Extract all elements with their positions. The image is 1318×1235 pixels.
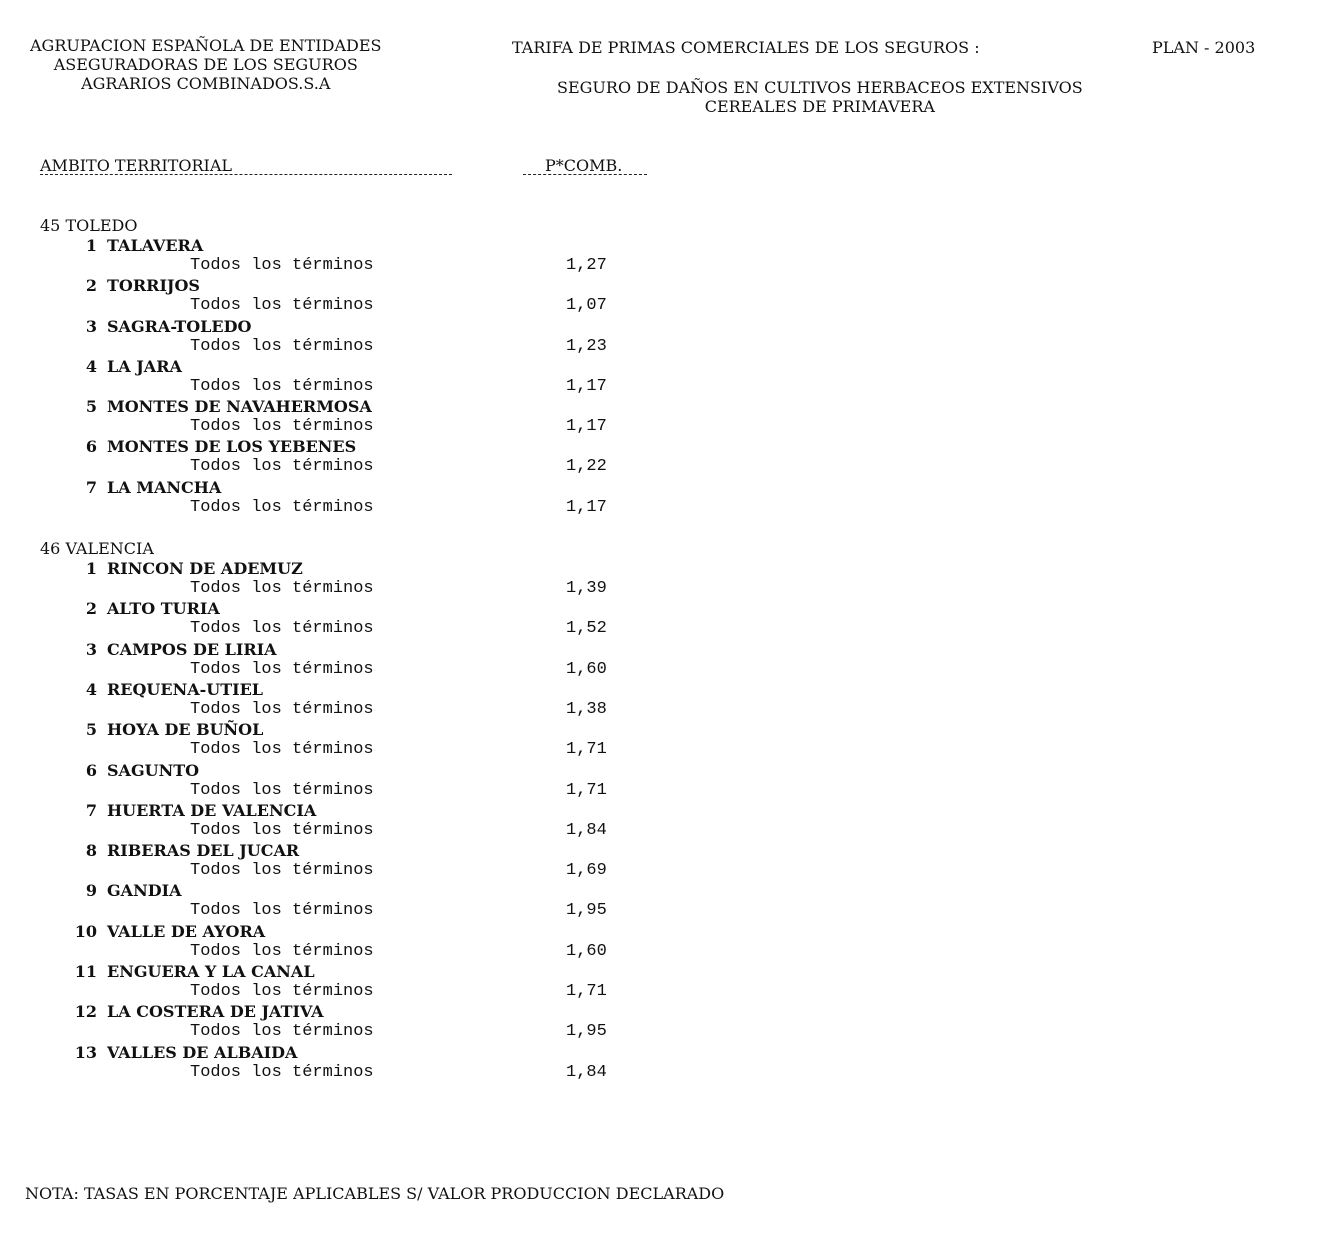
comarca-row xyxy=(40,317,680,337)
termino-label: Todos los términos xyxy=(190,780,374,800)
termino-row xyxy=(40,256,680,276)
premium-value: 1,84 xyxy=(566,1062,607,1082)
premium-value: 1,07 xyxy=(566,296,607,316)
termino-label: Todos los términos xyxy=(190,861,374,881)
comarca-row xyxy=(40,922,680,942)
termino-label: Todos los términos xyxy=(190,1062,374,1082)
comarca-name: LA JARA xyxy=(107,356,182,376)
comarca-number: 4 xyxy=(85,356,97,376)
comarca-name: MONTES DE NAVAHERMOSA xyxy=(107,397,372,417)
org-line-2: ASEGURADORAS DE LOS SEGUROS xyxy=(53,55,358,74)
province-gap xyxy=(40,518,680,539)
comarca-name: VALLES DE ALBAIDA xyxy=(107,1042,298,1062)
tarifa-title: TARIFA DE PRIMAS COMERCIALES DE LOS SEGUROS : xyxy=(512,38,980,57)
tariff-table xyxy=(40,216,680,1083)
province-label: 46 VALENCIA xyxy=(40,539,154,559)
comarca-row xyxy=(40,599,680,619)
comarca-name: ENGUERA Y LA CANAL xyxy=(107,962,315,982)
comarca-number: 4 xyxy=(85,679,97,699)
comarca-number: 3 xyxy=(85,639,97,659)
footnote: NOTA: TASAS EN PORCENTAJE APLICABLES S/ VALOR PRODUCCION DECLARADO xyxy=(25,1184,725,1203)
comarca-number: 8 xyxy=(85,841,97,861)
termino-label: Todos los términos xyxy=(190,699,374,719)
premium-value: 1,27 xyxy=(566,256,607,275)
termino-row xyxy=(40,377,680,397)
comarca-row xyxy=(40,1043,680,1063)
comarca-name: SAGRA-TOLEDO xyxy=(107,316,252,336)
comarca-number: 10 xyxy=(74,921,97,941)
termino-row xyxy=(40,1063,680,1083)
comarca-number: 2 xyxy=(85,599,97,619)
comarca-number: 2 xyxy=(85,276,97,296)
comarca-name: TALAVERA xyxy=(107,236,204,255)
termino-row xyxy=(40,821,680,841)
comarca-name: VALLE DE AYORA xyxy=(107,921,266,941)
comarca-name: RINCON DE ADEMUZ xyxy=(107,559,303,579)
comarca-number: 13 xyxy=(74,1042,97,1062)
termino-row xyxy=(40,579,680,599)
comarca-number: 9 xyxy=(85,881,97,901)
comarca-name: HOYA DE BUÑOL xyxy=(107,720,264,740)
comarca-number: 12 xyxy=(74,1002,97,1022)
premium-value: 1,17 xyxy=(566,376,607,396)
comarca-name: SAGUNTO xyxy=(107,760,200,780)
comarca-row xyxy=(40,1002,680,1022)
comarca-row xyxy=(40,559,680,579)
termino-label: Todos los términos xyxy=(190,820,374,840)
premium-value: 1,71 xyxy=(566,780,607,800)
comarca-number: 5 xyxy=(85,720,97,740)
comarca-name: RIBERAS DEL JUCAR xyxy=(107,841,300,861)
premium-value: 1,17 xyxy=(566,497,607,517)
province-label: 45 TOLEDO xyxy=(40,216,138,235)
seguro-subtitle xyxy=(557,78,1083,116)
comarca-row xyxy=(40,720,680,740)
comarca-name: REQUENA-UTIEL xyxy=(107,679,264,699)
termino-row xyxy=(40,700,680,720)
comarca-row xyxy=(40,357,680,377)
termino-row xyxy=(40,942,680,962)
comarca-name: LA COSTERA DE JATIVA xyxy=(107,1002,324,1022)
comarca-name: CAMPOS DE LIRIA xyxy=(107,639,277,659)
termino-row xyxy=(40,781,680,801)
seguro-line-1: SEGURO DE DAÑOS EN CULTIVOS HERBACEOS EXTENSIVOS xyxy=(557,78,1083,97)
termino-row xyxy=(40,498,680,518)
comarca-row xyxy=(40,881,680,901)
comarca-row xyxy=(40,397,680,417)
premium-value: 1,52 xyxy=(566,619,607,639)
comarca-number: 5 xyxy=(85,397,97,417)
premium-value: 1,95 xyxy=(566,1022,607,1042)
comarca-row xyxy=(40,437,680,457)
termino-row xyxy=(40,296,680,316)
comarca-number: 7 xyxy=(85,800,97,820)
comarca-row xyxy=(40,478,680,498)
org-line-1: AGRUPACION ESPAÑOLA DE ENTIDADES xyxy=(30,36,382,55)
premium-value: 1,95 xyxy=(566,901,607,921)
comarca-name: LA MANCHA xyxy=(107,477,222,497)
comarca-name: GANDIA xyxy=(107,881,182,901)
comarca-number: 11 xyxy=(74,962,97,982)
comarca-name: HUERTA DE VALENCIA xyxy=(107,800,317,820)
comarca-row xyxy=(40,801,680,821)
termino-label: Todos los términos xyxy=(190,659,374,679)
pcomb-underline xyxy=(523,174,647,175)
org-line-3: AGRARIOS COMBINADOS.S.A xyxy=(81,74,331,93)
comarca-number: 6 xyxy=(85,437,97,457)
premium-value: 1,71 xyxy=(566,982,607,1002)
comarca-number: 3 xyxy=(85,316,97,336)
termino-label: Todos los términos xyxy=(190,457,374,477)
termino-label: Todos los términos xyxy=(190,740,374,760)
organization-header xyxy=(30,36,381,93)
plan-label: PLAN - 2003 xyxy=(1152,38,1256,57)
pcomb-header: P*COMB. xyxy=(545,156,623,175)
termino-label: Todos los términos xyxy=(190,376,374,396)
termino-label: Todos los términos xyxy=(190,417,374,437)
comarca-number: 7 xyxy=(85,477,97,497)
premium-value: 1,69 xyxy=(566,861,607,881)
column-headers xyxy=(40,156,680,196)
termino-row xyxy=(40,619,680,639)
termino-label: Todos los términos xyxy=(190,901,374,921)
premium-value: 1,39 xyxy=(566,579,607,599)
termino-label: Todos los términos xyxy=(190,619,374,639)
termino-row xyxy=(40,740,680,760)
comarca-name: MONTES DE LOS YEBENES xyxy=(107,437,357,457)
comarca-name: TORRIJOS xyxy=(107,276,200,296)
termino-row xyxy=(40,861,680,881)
premium-value: 1,71 xyxy=(566,740,607,760)
termino-row xyxy=(40,660,680,680)
termino-label: Todos los términos xyxy=(190,579,374,599)
premium-value: 1,23 xyxy=(566,336,607,356)
comarca-row xyxy=(40,276,680,296)
comarca-number: 1 xyxy=(85,559,97,579)
ambito-underline xyxy=(40,174,452,175)
comarca-number: 6 xyxy=(85,760,97,780)
premium-value: 1,17 xyxy=(566,417,607,437)
termino-label: Todos los términos xyxy=(190,256,374,275)
premium-value: 1,84 xyxy=(566,820,607,840)
premium-value: 1,60 xyxy=(566,659,607,679)
termino-row xyxy=(40,457,680,477)
termino-row xyxy=(40,1022,680,1042)
seguro-line-2: CEREALES DE PRIMAVERA xyxy=(704,97,935,116)
termino-label: Todos los términos xyxy=(190,336,374,356)
premium-value: 1,60 xyxy=(566,941,607,961)
comarca-number: 1 xyxy=(85,236,97,255)
termino-label: Todos los términos xyxy=(190,296,374,316)
termino-label: Todos los términos xyxy=(190,497,374,517)
termino-row xyxy=(40,417,680,437)
comarca-row xyxy=(40,841,680,861)
termino-row xyxy=(40,982,680,1002)
comarca-row xyxy=(40,640,680,660)
comarca-row xyxy=(40,962,680,982)
premium-value: 1,38 xyxy=(566,699,607,719)
comarca-row xyxy=(40,236,680,256)
premium-value: 1,22 xyxy=(566,457,607,477)
termino-label: Todos los términos xyxy=(190,1022,374,1042)
termino-label: Todos los términos xyxy=(190,941,374,961)
comarca-row xyxy=(40,680,680,700)
comarca-row xyxy=(40,761,680,781)
ambito-header: AMBITO TERRITORIAL xyxy=(40,156,232,175)
termino-label: Todos los términos xyxy=(190,982,374,1002)
termino-row xyxy=(40,337,680,357)
comarca-name: ALTO TURIA xyxy=(107,599,220,619)
termino-row xyxy=(40,901,680,921)
